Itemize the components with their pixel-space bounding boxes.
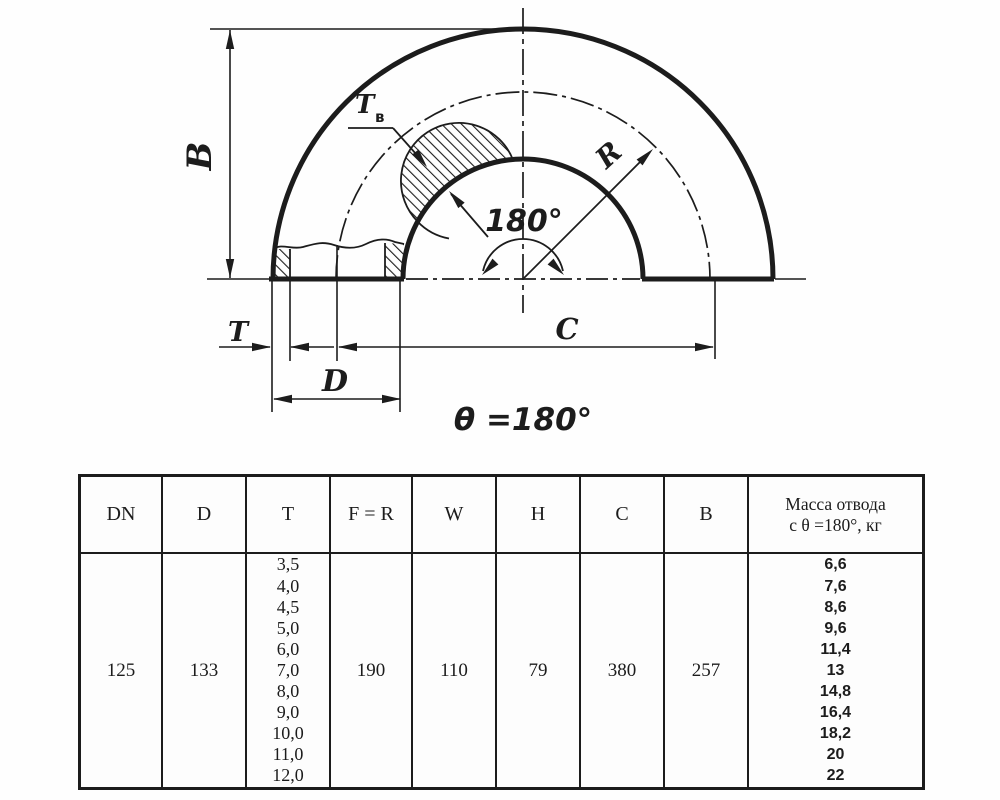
header-mass-line1: Масса отвода <box>785 493 886 514</box>
arrow-c-right <box>695 343 714 351</box>
cell-dn: 125 <box>81 554 163 787</box>
mass-value: 14,8 <box>819 683 852 701</box>
t-value: 4,0 <box>276 575 300 596</box>
t-value: 12,0 <box>272 765 304 786</box>
arrow-d-left <box>273 395 292 403</box>
label-b: B <box>180 141 220 171</box>
t-value: 8,0 <box>276 681 300 702</box>
extension-lines <box>210 29 715 412</box>
mass-value: 7,6 <box>824 577 847 595</box>
mass-value: 16,4 <box>819 704 852 722</box>
arrow-b-top <box>226 30 234 49</box>
t-value: 7,0 <box>276 659 300 680</box>
cell-w: 110 <box>413 554 497 787</box>
t-value: 5,0 <box>276 617 300 638</box>
header-w <box>413 477 497 554</box>
arrow-angle-right <box>548 259 567 278</box>
t-value: 3,5 <box>276 554 300 575</box>
t-value: 9,0 <box>276 702 300 723</box>
cell-b: 257 <box>665 554 749 787</box>
cell-t-values <box>247 554 331 787</box>
header-d-label: D <box>196 503 212 525</box>
header-mass <box>749 477 922 554</box>
mass-value: 8,6 <box>824 598 847 616</box>
header-t-label: T <box>281 503 295 525</box>
header-b <box>665 477 749 554</box>
mass-value: 6,6 <box>824 556 847 574</box>
t-value: 11,0 <box>272 744 304 765</box>
label-tv-sub: в <box>375 108 385 126</box>
arrow-t-left <box>252 343 271 351</box>
arrow-angle-left <box>479 259 498 278</box>
label-c: C <box>555 312 579 346</box>
header-c-label: C <box>615 503 629 525</box>
header-mass-line2: с θ =180°, кг <box>789 514 882 535</box>
cell-c: 380 <box>581 554 665 787</box>
arrow-tv-inner <box>446 188 465 208</box>
dimensions-table <box>78 474 925 790</box>
header-t <box>247 477 331 554</box>
label-d: D <box>321 364 349 399</box>
label-r: R <box>588 134 629 175</box>
header-d <box>163 477 247 554</box>
mass-value: 22 <box>826 767 845 785</box>
theta-caption: θ =180° <box>453 402 593 438</box>
header-dn <box>81 477 163 554</box>
header-c <box>581 477 665 554</box>
header-h <box>497 477 581 554</box>
section-lower-arc <box>418 222 449 239</box>
t-value: 10,0 <box>272 723 304 744</box>
header-f-r <box>331 477 413 554</box>
header-f-r-label: F = R <box>348 503 394 525</box>
arrow-c-left <box>338 343 357 351</box>
label-tv: T <box>355 90 375 120</box>
mass-value: 11,4 <box>820 640 851 658</box>
header-w-label: W <box>444 503 464 525</box>
mass-value: 20 <box>826 746 845 764</box>
label-angle: 180° <box>485 204 563 239</box>
header-h-label: H <box>530 503 546 525</box>
header-dn-label: DN <box>106 503 136 525</box>
t-value: 6,0 <box>276 638 300 659</box>
cell-mass-values <box>749 554 922 787</box>
mass-value: 18,2 <box>819 725 852 743</box>
arrow-b-bottom <box>226 259 234 278</box>
cell-f-r: 190 <box>331 554 413 787</box>
mass-value: 13 <box>826 661 845 679</box>
cell-h: 79 <box>497 554 581 787</box>
mass-value: 9,6 <box>824 619 847 637</box>
label-t: T <box>227 317 249 348</box>
header-b-label: B <box>699 503 713 525</box>
cell-d: 133 <box>163 554 247 787</box>
arrow-d-right <box>382 395 401 403</box>
t-value: 4,5 <box>276 596 300 617</box>
arrow-t-right <box>290 343 309 351</box>
